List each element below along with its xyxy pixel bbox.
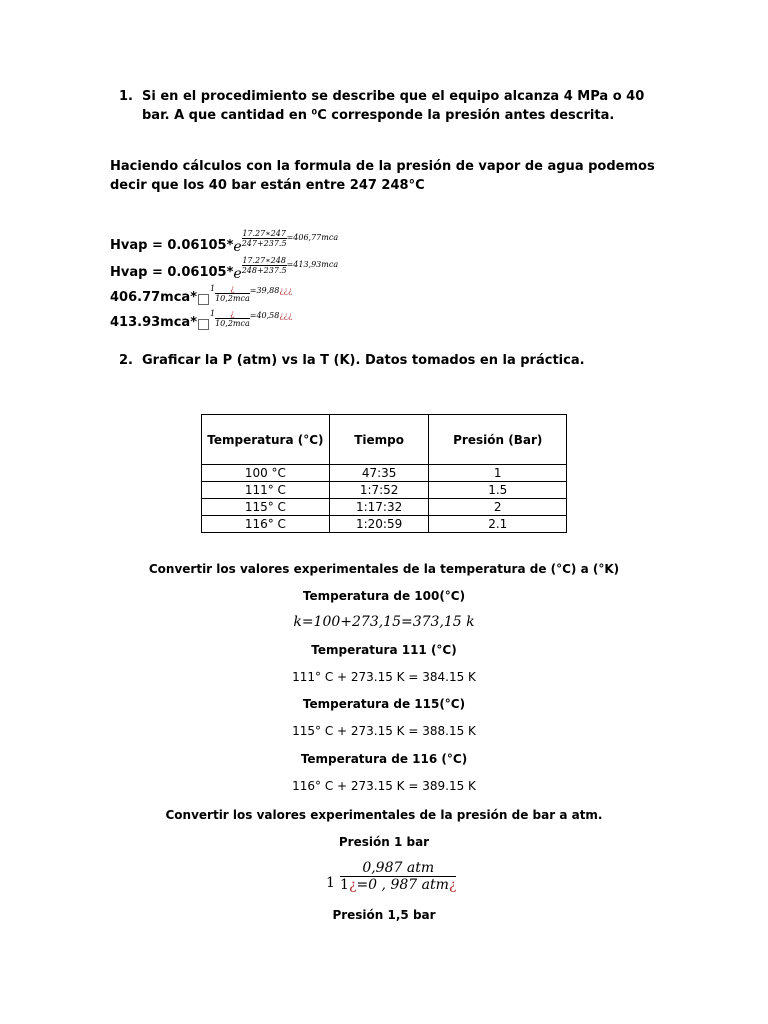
- temp-100-title: Temperatura de 100(°C): [302, 589, 466, 603]
- conversion-result: =39,88: [249, 286, 280, 295]
- table-cell: 116° C: [202, 516, 330, 533]
- table-cell: 111° C: [202, 482, 330, 499]
- temp-116-formula: 116° C + 273.15 K = 389.15 K: [292, 779, 476, 793]
- formula-lead: 1: [326, 875, 335, 891]
- data-table: [201, 414, 567, 533]
- table-row: [202, 482, 567, 499]
- conversion-one: 1: [210, 284, 216, 293]
- conversion-one: 1: [210, 309, 216, 318]
- temp-111-title: Temperatura 111 (°C): [311, 643, 457, 657]
- hvap-result: =406,77mca: [286, 233, 339, 242]
- hvap-lhs: Hvap = 0.06105*: [110, 238, 234, 253]
- question-2-text: Graficar la P (atm) vs la T (K). Datos tomados en la práctica.: [142, 353, 585, 368]
- temp-115-formula: 115° C + 273.15 K = 388.15 K: [292, 724, 476, 738]
- table-row: [202, 499, 567, 516]
- conversion-tail: ¿¿¿: [279, 311, 293, 320]
- pressure-1-formula: [326, 860, 456, 893]
- exp-denominator: 247+237.5: [241, 239, 287, 248]
- table-row: [202, 465, 567, 482]
- table-cell: 1:20:59: [329, 516, 429, 533]
- formula-den-rest: =0 , 987 atm: [356, 877, 449, 893]
- missing-glyph-box: [198, 319, 209, 330]
- hvap-equation-248: [110, 256, 339, 282]
- conversion-numerator: ¿: [215, 309, 250, 319]
- exp-base: e: [233, 239, 242, 255]
- missing-glyph-box: [198, 294, 209, 305]
- question-1-text: Si en el procedimiento se describe que el equipo alcanza 4 MPa o 40 bar. A que cantidad en ⁰C corresponde la presión antes descrita.: [142, 89, 645, 123]
- table-row: [202, 516, 567, 533]
- exp-numerator: 17.27∗248: [242, 256, 286, 265]
- temp-conversion-heading: Convertir los valores experimentales de la temperatura de (°C) a (°K): [148, 562, 620, 576]
- hvap-result: =413,93mca: [286, 260, 339, 269]
- table-header: Tiempo: [329, 415, 429, 465]
- exp-denominator: 248+237.5: [241, 266, 287, 275]
- question-1-number: 1.: [119, 89, 133, 104]
- formula-numerator: 0,987 atm: [340, 860, 456, 877]
- table-header: Presión (Bar): [429, 415, 567, 465]
- conversion-406: [110, 284, 292, 303]
- pressure-1-title: Presión 1 bar: [338, 835, 430, 849]
- pressure-conversion-heading: Convertir los valores experimentales de la presión de bar a atm.: [165, 808, 603, 822]
- table-cell: 100 °C: [202, 465, 330, 482]
- conversion-denominator: 10,2mca: [215, 319, 250, 328]
- table-cell: 1:7:52: [329, 482, 429, 499]
- formula-den-mark: ¿: [348, 877, 357, 893]
- hvap-lhs: Hvap = 0.06105*: [110, 265, 234, 280]
- temp-115-title: Temperatura de 115(°C): [302, 697, 466, 711]
- conversion-tail: ¿¿¿: [279, 286, 293, 295]
- conversion-numerator: ¿: [215, 284, 250, 294]
- table-cell: 1.5: [429, 482, 567, 499]
- exp-base: e: [233, 266, 242, 282]
- table-header: Temperatura (°C): [202, 415, 330, 465]
- temp-111-formula: 111° C + 273.15 K = 384.15 K: [292, 670, 476, 684]
- table-cell: 2: [429, 499, 567, 516]
- conversion-result: =40,58: [249, 311, 280, 320]
- pressure-1-5-title: Presión 1,5 bar: [332, 908, 436, 922]
- question-2-number: 2.: [119, 353, 133, 368]
- temp-116-title: Temperatura de 116 (°C): [300, 752, 468, 766]
- formula-den-tail: ¿: [448, 877, 457, 893]
- exp-numerator: 17.27∗247: [242, 229, 286, 238]
- conversion-413: [110, 309, 292, 328]
- table-cell: 2.1: [429, 516, 567, 533]
- table-cell: 1:17:32: [329, 499, 429, 516]
- conversion-lhs: 406.77mca*: [110, 290, 197, 305]
- conversion-lhs: 413.93mca*: [110, 315, 197, 330]
- answer-1-text: Haciendo cálculos con la formula de la presión de vapor de agua podemos decir que los 40 bar están entre 247 248°C: [110, 159, 655, 193]
- temp-100-formula: k=100+273,15=373,15 k: [293, 614, 475, 630]
- formula-den-one: 1: [340, 877, 349, 893]
- table-cell: 47:35: [329, 465, 429, 482]
- table-header-row: [202, 415, 567, 465]
- table-cell: 1: [429, 465, 567, 482]
- hvap-equation-247: [110, 229, 339, 255]
- table-cell: 115° C: [202, 499, 330, 516]
- conversion-denominator: 10,2mca: [215, 294, 250, 303]
